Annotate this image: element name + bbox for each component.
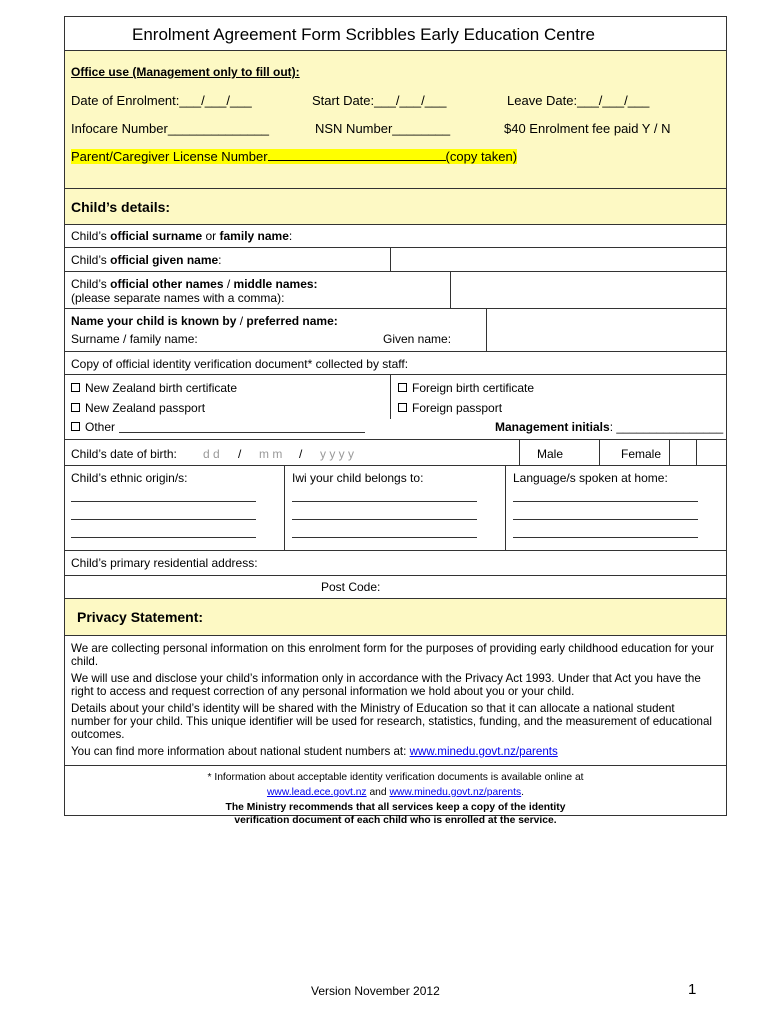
- enrolment-form: [64, 16, 727, 826]
- other-checkbox[interactable]: [71, 422, 80, 431]
- footnote-line-2: www.lead.ece.govt.nz and www.minedu.govt.nz/parents.: [266, 787, 524, 798]
- enrolment-fee-field[interactable]: $40 Enrolment fee paid Y / N: [504, 121, 671, 136]
- office-use-heading: Office use (Management only to fill out):: [71, 65, 300, 79]
- foreign-birth-checkbox[interactable]: [398, 383, 407, 392]
- known-by-label: Name your child is known by / preferred name:: [71, 314, 338, 328]
- other-option[interactable]: Other: [71, 420, 115, 434]
- ethnic-line-3[interactable]: [71, 537, 256, 538]
- copy-doc-label: Copy of official identity verification document* collected by staff:: [71, 357, 409, 371]
- known-surname-field[interactable]: Surname / family name:: [71, 332, 198, 346]
- language-label: Language/s spoken at home:: [513, 471, 668, 485]
- origin-row: [65, 466, 726, 551]
- nz-passport-option[interactable]: New Zealand passport: [71, 401, 205, 415]
- dob-label: Child’s date of birth:: [71, 447, 177, 461]
- dob-year-input[interactable]: y y y y: [320, 447, 355, 461]
- ethnic-line-1[interactable]: [71, 501, 256, 502]
- ethnic-origin-label: Child’s ethnic origin/s:: [71, 471, 188, 485]
- nz-birth-checkbox[interactable]: [71, 383, 80, 392]
- date-of-enrolment-field[interactable]: Date of Enrolment:___/___/___: [71, 93, 252, 108]
- start-date-field[interactable]: Start Date:___/___/___: [312, 93, 447, 108]
- known-given-field[interactable]: Given name:: [383, 332, 452, 346]
- foreign-passport-option[interactable]: Foreign passport: [398, 401, 502, 415]
- privacy-statement: [65, 636, 726, 766]
- surname-row[interactable]: [65, 225, 726, 248]
- address-label: Child’s primary residential address:: [71, 556, 258, 570]
- given-name-label: Child’s official given name:: [71, 253, 222, 267]
- office-use-section: [65, 51, 726, 189]
- dob-month-input[interactable]: m m: [259, 447, 283, 461]
- footnote-bold-2: verification document of each child who is enrolled at the service.: [234, 815, 557, 826]
- foreign-birth-option[interactable]: Foreign birth certificate: [398, 381, 534, 395]
- given-name-input[interactable]: [391, 248, 726, 272]
- nsn-number-field[interactable]: NSN Number________: [315, 121, 451, 136]
- privacy-text: [71, 642, 716, 758]
- given-name-row: [65, 248, 726, 272]
- license-number-field[interactable]: [71, 149, 517, 164]
- id-documents-row: [65, 375, 726, 440]
- language-line-2[interactable]: [513, 519, 698, 520]
- management-initials-field[interactable]: Management initials: ________________: [495, 420, 724, 434]
- postcode-label: Post Code:: [321, 580, 381, 594]
- dob-day-input[interactable]: d d: [203, 447, 220, 461]
- language-line-1[interactable]: [513, 501, 698, 502]
- child-details-heading-row: [65, 189, 726, 225]
- page-number: 1: [688, 981, 697, 998]
- ethnic-line-2[interactable]: [71, 519, 256, 520]
- language-line-3[interactable]: [513, 537, 698, 538]
- privacy-heading-row: [65, 599, 726, 636]
- privacy-paragraph-1: We are collecting personal information on this enrolment form for the purposes of providing early childhood education for your child.: [71, 642, 714, 668]
- iwi-label: Iwi your child belongs to:: [292, 471, 424, 485]
- footnote: [65, 766, 726, 826]
- form-title: Enrolment Agreement Form Scribbles Early Education Centre: [132, 25, 595, 44]
- postcode-row[interactable]: [65, 576, 726, 599]
- female-box[interactable]: [697, 440, 726, 466]
- footnote-line-1: * Information about acceptable identity verification documents is available online at: [207, 772, 584, 783]
- iwi-line-3[interactable]: [292, 537, 477, 538]
- footnote-bold-1: The Ministry recommends that all services keep a copy of the identity: [225, 802, 566, 813]
- lead-ece-link[interactable]: www.lead.ece.govt.nz: [266, 787, 367, 798]
- dob-row: [65, 440, 726, 466]
- privacy-paragraph-2: We will use and disclose your child’s information only in accordance with the Privacy Act 1993. Under that Act you have the right to access and request correction of any personal information we hold about you or your child.: [71, 672, 701, 698]
- infocare-number-field[interactable]: Infocare Number______________: [71, 121, 270, 136]
- nz-passport-checkbox[interactable]: [71, 403, 80, 412]
- other-names-input[interactable]: [451, 272, 726, 309]
- privacy-heading: Privacy Statement:: [77, 609, 204, 625]
- title-row: [65, 17, 726, 51]
- foreign-passport-checkbox[interactable]: [398, 403, 407, 412]
- license-label: Parent/Caregiver License Number: [71, 149, 268, 164]
- male-label: Male: [537, 447, 564, 461]
- dob-separator: /: [299, 447, 303, 461]
- surname-label: Child’s official surname or family name:: [71, 229, 293, 243]
- dob-separator: /: [238, 447, 242, 461]
- other-names-label: Child’s official other names / middle names:: [71, 277, 318, 291]
- female-label: Female: [621, 447, 662, 461]
- nz-birth-option[interactable]: New Zealand birth certificate: [71, 381, 237, 395]
- privacy-paragraph-3: Details about your child’s identity will be shared with the Ministry of Education so that it can allocate a national student number for your child. This unique identifier will be used for research, statistics, funding, and the measurement of educational outcomes.: [71, 702, 713, 741]
- copy-taken-label: (copy taken): [445, 149, 518, 164]
- minedu-parents-link-2[interactable]: www.minedu.govt.nz/parents: [389, 787, 522, 798]
- other-input-line[interactable]: [119, 432, 365, 433]
- other-names-row: [65, 272, 726, 309]
- iwi-line-2[interactable]: [292, 519, 477, 520]
- minedu-parents-link[interactable]: www.minedu.govt.nz/parents: [409, 745, 558, 758]
- version-label: Version November 2012: [311, 984, 440, 998]
- other-names-note: (please separate names with a comma):: [71, 291, 285, 305]
- iwi-line-1[interactable]: [292, 501, 477, 502]
- address-row[interactable]: [65, 551, 726, 576]
- known-by-row: [65, 309, 726, 352]
- leave-date-field[interactable]: Leave Date:___/___/___: [507, 93, 650, 108]
- copy-doc-row: [65, 352, 726, 375]
- child-details-heading: Child’s details:: [71, 199, 171, 215]
- privacy-paragraph-4: You can find more information about national student numbers at: www.minedu.govt.nz/parents: [71, 745, 558, 758]
